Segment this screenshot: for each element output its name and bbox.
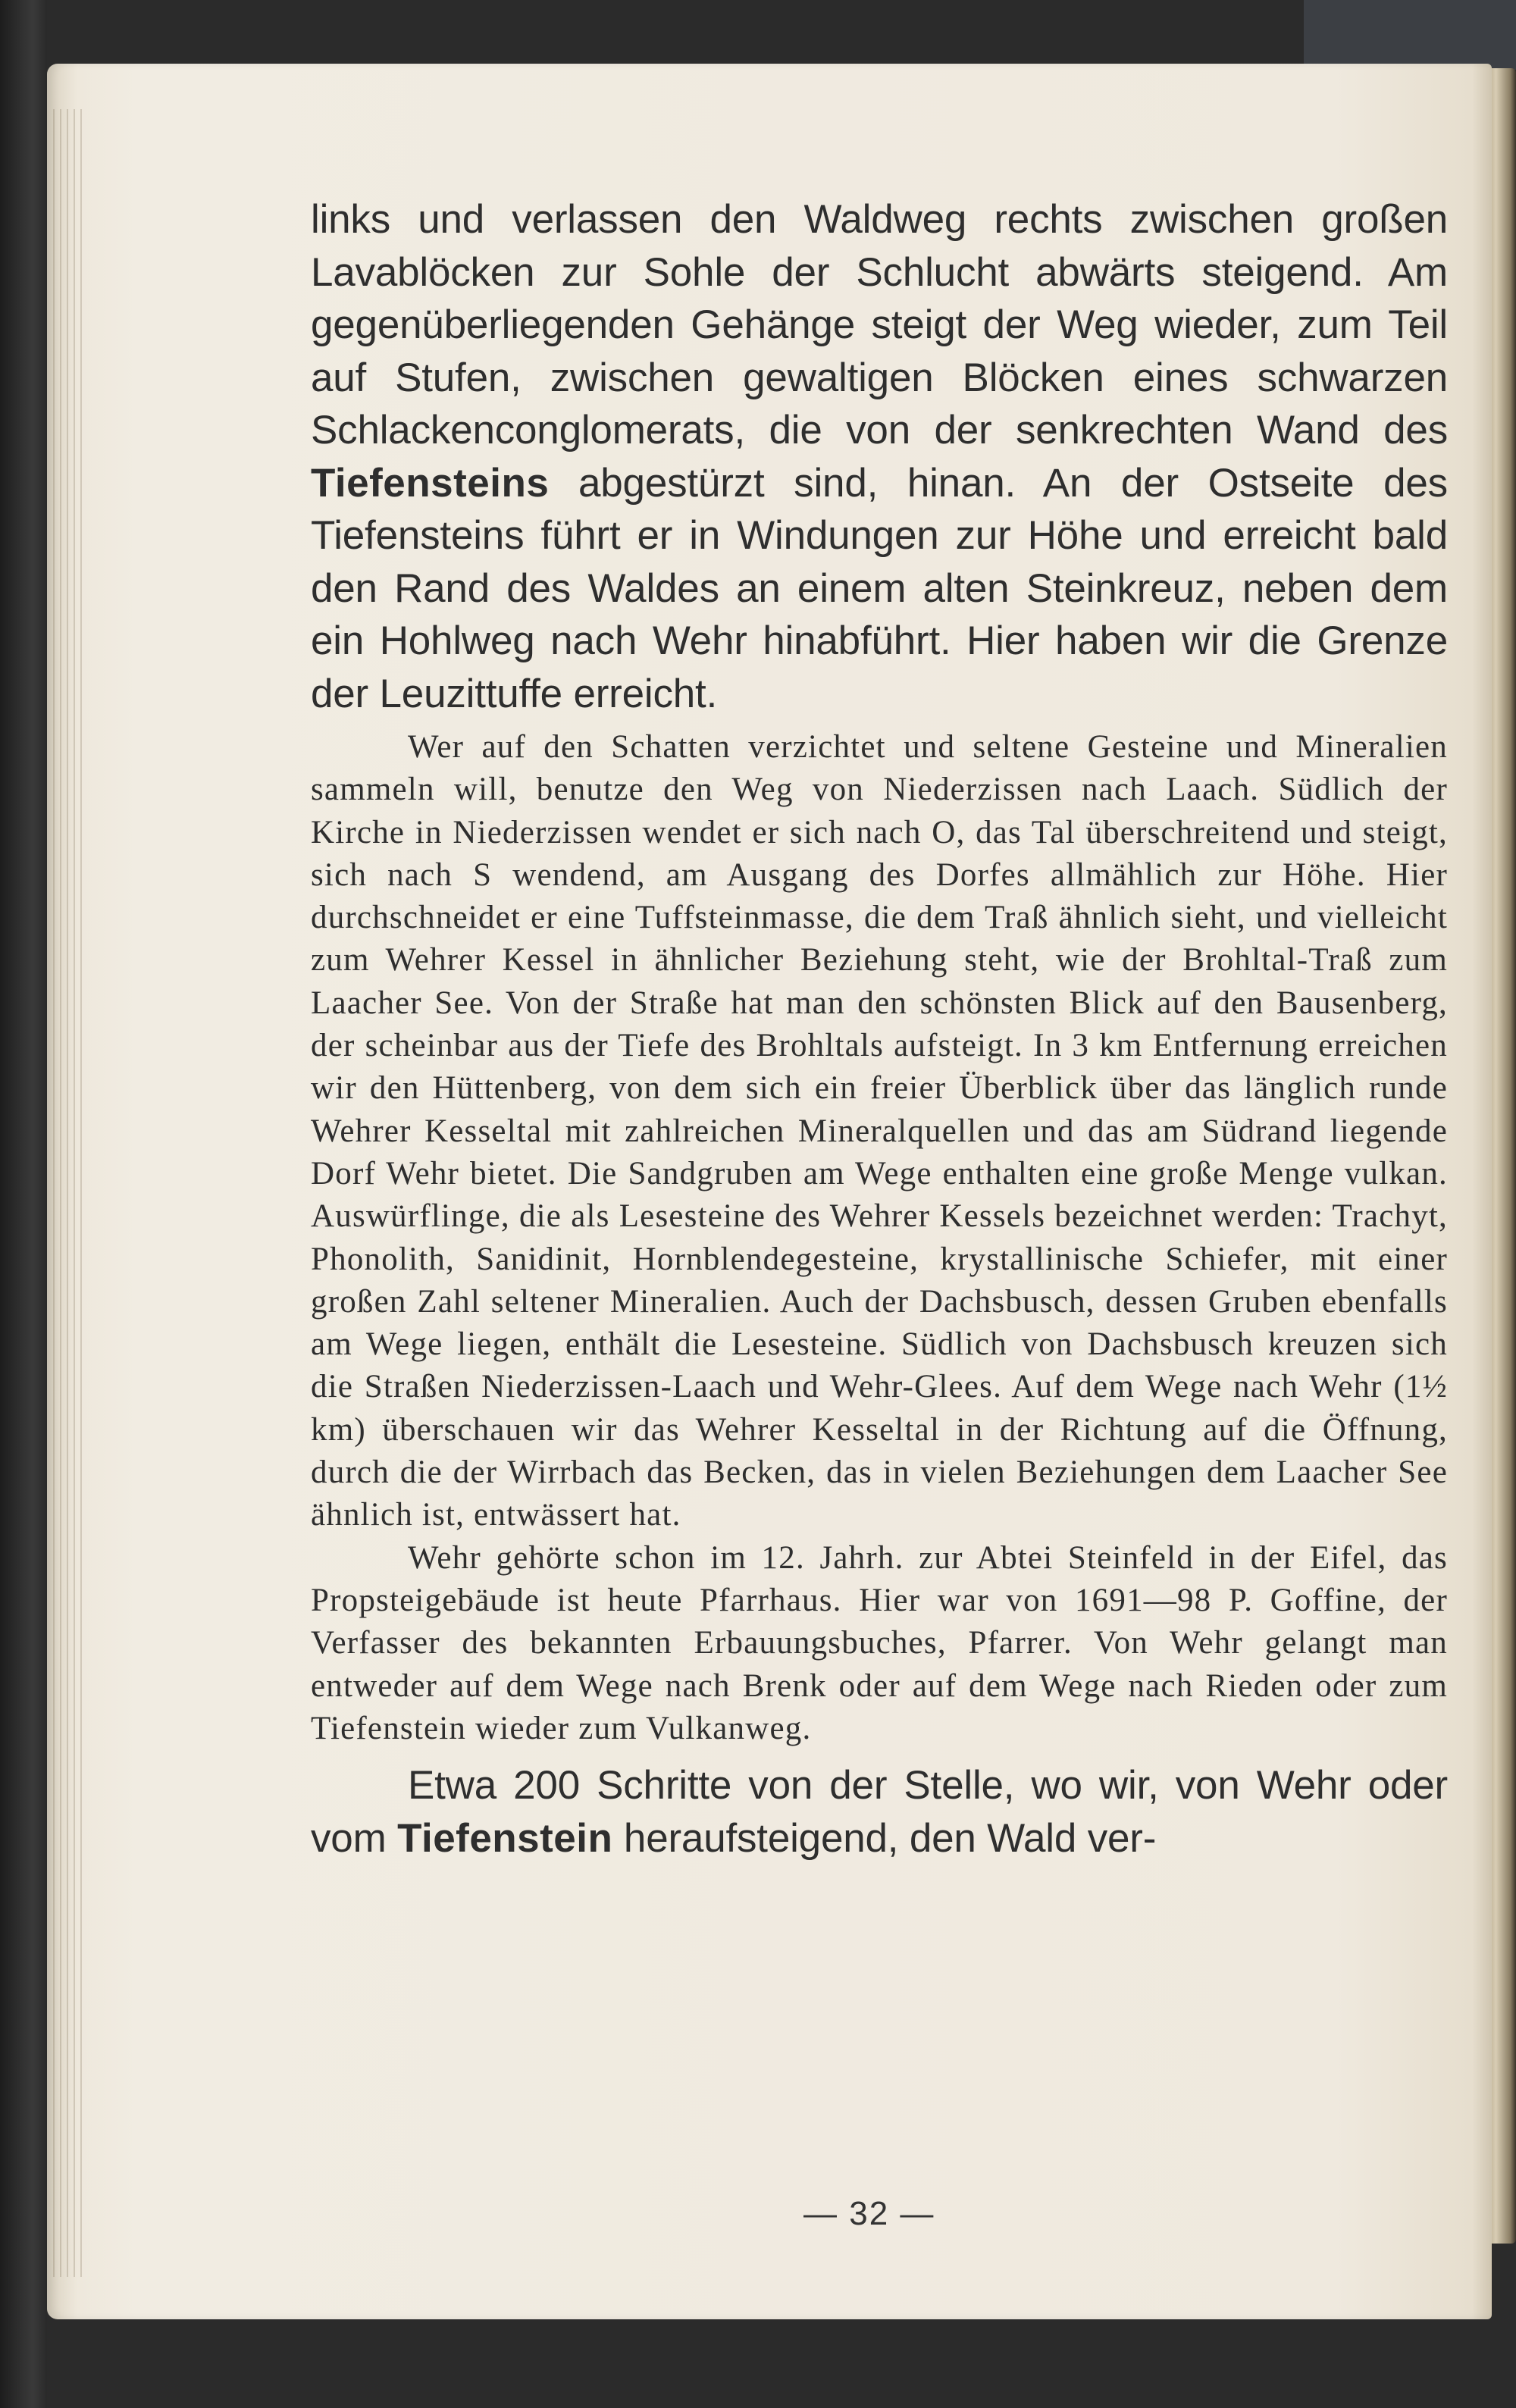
background-corner [1304, 0, 1516, 70]
page-edge-lines [53, 109, 83, 2277]
paragraph-1 [311, 193, 1448, 720]
paragraph-3: Wehr gehörte schon im 12. Jahrh. zur Abtei Steinfeld in der Eifel, das Propsteigebäude ist heute Pfarrhaus. Hier war von 1691—98 P. Goffine, der Verfasser des bekannten Erbauungsbuches, Pfarrer. Von Wehr gelangt man entweder auf dem Wege nach Brenk oder auf dem Wege nach Rieden oder zum Tiefenstein wieder zum Vulkanweg. [311, 1539, 1448, 1746]
bold-term-tiefensteins: Tiefensteins [311, 460, 550, 506]
paragraph-2: Wer auf den Schatten verzichtet und seltene Gesteine und Mineralien sammeln will, benutze den Weg von Niederzissen nach Laach. Südlich der Kirche in Niederzissen wendet er sich nach O, das Tal überschreitend und steigt, sich nach S wendend, am Ausgang des Dorfes allmählich zur Höhe. Hier durchschneidet er eine Tuffsteinmasse, die dem Traß ähnlich sieht, und vielleicht zum Wehrer Kessel in ähnlicher Beziehung steht, wie der Brohltal-Traß zum Laacher See. Von der Straße hat man den schönsten Blick auf den Bausenberg, der scheinbar aus der Tiefe des Brohltals aufsteigt. In 3 km Entfernung erreichen wir den Hüttenberg, von dem sich ein freier Überblick über das länglich runde Wehrer Kesseltal mit zahlreichen Mineralquellen und das am Südrand liegende Dorf Wehr bietet. Die Sandgruben am Wege enthalten eine große Menge vulkan. Auswürflinge, die als Lesesteine des Wehrer Kessels bezeichnet werden: Trachyt, Phonolith, Sanidinit, Hornblendegesteine, krystallinische Schiefer, mit einer großen Zahl seltener Mineralien. Auch der Dachsbusch, dessen Gruben ebenfalls am Wege liegen, enthält die Lesesteine. Südlich von Dachsbusch kreuzen sich die Straßen Niederzissen-Laach und Wehr-Glees. Auf dem Wege nach Wehr (1½ km) überschauen wir das Wehrer Kesseltal in der Richtung auf die Öffnung, durch die der Wirrbach das Becken, das in vielen Beziehungen dem Laacher See ähnlich ist, entwässert hat. [311, 729, 1448, 1533]
bold-term-tiefenstein: Tiefenstein [397, 1815, 613, 1861]
paragraph-1-text-a: links und verlassen den Waldweg rechts zwischen großen Lavablöcken zur Sohle der Schlucht abwärts steigend. Am gegenüberliegenden Gehänge steigt der Weg wieder, zum Teil auf Stufen, zwischen gewaltigen Blöcken eines schwarzen Schlackenconglomerats, die von der senkrechten Wand des [311, 197, 1448, 452]
paragraph-4 [311, 1759, 1448, 1865]
page-number: — 32 — [803, 2195, 935, 2232]
paragraph-1-text-b: abgestürzt sind, hinan. An der Ostseite des Tiefensteins führt er in Windungen zur Höhe und erreicht bald den Rand des Waldes an einem alten Steinkreuz, neben dem ein Hohlweg nach Wehr hinabführt. Hier haben wir die Grenze der Leuzittuffe erreicht. [311, 460, 1448, 716]
book-binding [0, 0, 47, 2408]
paragraph-4-text-a: Etwa 200 Schritte von der Stelle, wo wir, von Wehr oder vom [311, 1763, 1448, 1861]
page-text [311, 193, 1448, 1865]
paragraph-4-text-b: heraufsteigend, den Wald ver- [612, 1815, 1157, 1861]
